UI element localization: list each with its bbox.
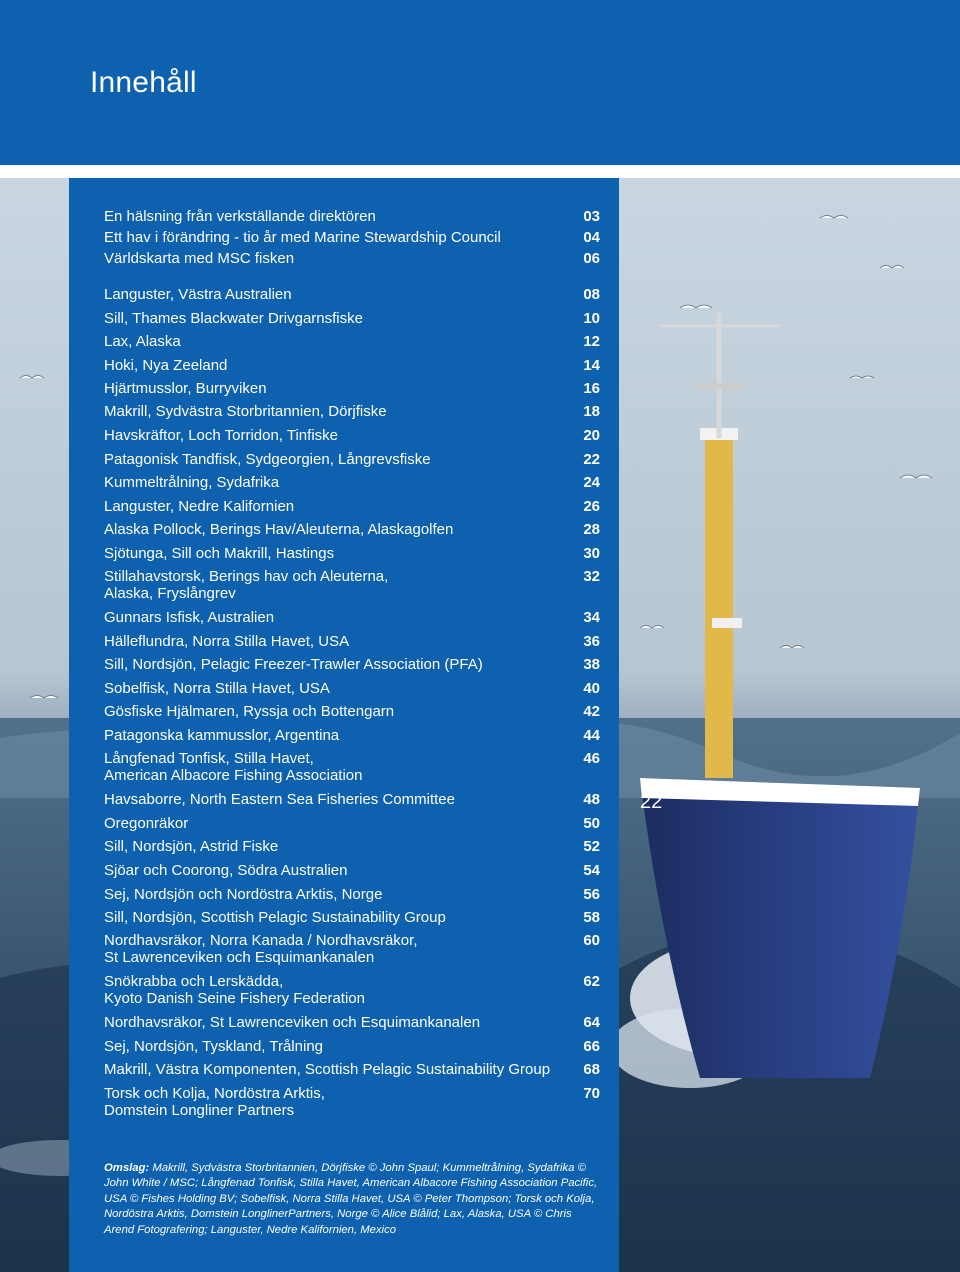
toc-title: Nordhavsräkor, Norra Kanada / Nordhavsräkor, — [104, 932, 418, 949]
toc-title: Sjötunga, Sill och Makrill, Hastings — [104, 545, 335, 562]
toc-title: Sobelfisk, Norra Stilla Havet, USA — [104, 680, 330, 697]
toc-page: 14 — [583, 357, 600, 374]
toc-row[interactable] — [104, 791, 600, 808]
toc-title: Snökrabba och Lerskädda, — [104, 973, 284, 990]
toc-title: Torsk och Kolja, Nordöstra Arktis, — [104, 1085, 325, 1102]
toc-row[interactable] — [104, 703, 600, 720]
toc-page: 62 — [583, 973, 600, 990]
toc-row[interactable] — [104, 680, 600, 697]
toc-row[interactable] — [104, 310, 600, 327]
toc-page: 03 — [583, 208, 600, 225]
toc-page: 36 — [583, 633, 600, 650]
toc-page: 10 — [583, 310, 600, 327]
toc-row[interactable] — [104, 229, 600, 246]
toc-row[interactable] — [104, 208, 600, 225]
photo-credits — [104, 1161, 604, 1238]
toc-title: Patagonisk Tandfisk, Sydgeorgien, Långrevsfiske — [104, 451, 431, 468]
toc-row[interactable] — [104, 815, 600, 832]
toc-row[interactable] — [104, 250, 600, 267]
toc-title: Stillahavstorsk, Berings hav och Aleuterna, — [104, 568, 389, 585]
toc-row[interactable] — [104, 633, 600, 650]
toc-page: 22 — [583, 451, 600, 468]
toc-title: Långfenad Tonfisk, Stilla Havet, — [104, 750, 314, 767]
toc-row[interactable] — [104, 521, 600, 538]
toc-row[interactable] — [104, 427, 600, 444]
toc-row[interactable] — [104, 333, 600, 350]
toc-title: Havsaborre, North Eastern Sea Fisheries Committee — [104, 791, 455, 808]
toc-title: Alaska Pollock, Berings Hav/Aleuterna, Alaskagolfen — [104, 521, 454, 538]
toc-page: 50 — [583, 815, 600, 832]
toc-page: 16 — [583, 380, 600, 397]
toc-row[interactable] — [104, 932, 600, 966]
toc-row[interactable] — [104, 286, 600, 303]
toc-title-continued: American Albacore Fishing Association — [104, 767, 363, 784]
toc-title: Sill, Thames Blackwater Drivgarnsfiske — [104, 310, 363, 327]
credits-label: Omslag: — [104, 1162, 150, 1174]
toc-row[interactable] — [104, 451, 600, 468]
toc-title: Sej, Nordsjön och Nordöstra Arktis, Norge — [104, 886, 383, 903]
toc-title: Gunnars Isfisk, Australien — [104, 609, 275, 626]
toc-page: 12 — [583, 333, 600, 350]
toc-title: Hoki, Nya Zeeland — [104, 357, 228, 374]
toc-title: Lax, Alaska — [104, 333, 181, 350]
toc-page: 30 — [583, 545, 600, 562]
toc-row[interactable] — [104, 656, 600, 673]
toc-page: 26 — [583, 498, 600, 515]
toc-title: En hälsning från verkställande direktören — [104, 208, 376, 225]
toc-title: Sill, Nordsjön, Astrid Fiske — [104, 838, 279, 855]
toc-page: 32 — [583, 568, 600, 585]
toc-title-continued: St Lawrenceviken och Esquimankanalen — [104, 949, 375, 966]
toc-row[interactable] — [104, 862, 600, 879]
toc-title: Nordhavsräkor, St Lawrenceviken och Esquimankanalen — [104, 1014, 481, 1031]
toc-page: 52 — [583, 838, 600, 855]
toc-row[interactable] — [104, 750, 600, 784]
toc-row[interactable] — [104, 973, 600, 1007]
page-title: Innehåll — [90, 66, 197, 99]
toc-page: 54 — [583, 862, 600, 879]
credits-text: Makrill, Sydvästra Storbritannien, Dörjfiske © John Spaul; Kummeltrålning, Sydafrika © John White / MSC; Långfenad Tonfisk, Stilla Havet, American Albacore Fishing Association Pacific, USA © Fishes Holding BV; Sobelfisk, Norra Stilla Havet, USA © Peter Thompson; Torsk och Kolja, Nordöstra Arktis, Domstein LonglinerPartners, Norge © Alice Blålid; Lax, Alaska, USA © Chris Arend Fotografering; Languster, Nedre Kalifornien, Mexico — [104, 1162, 598, 1236]
toc-title-continued: Domstein Longliner Partners — [104, 1102, 295, 1119]
toc-page: 56 — [583, 886, 600, 903]
toc-row[interactable] — [104, 380, 600, 397]
toc-row[interactable] — [104, 909, 600, 926]
toc-page: 46 — [583, 750, 600, 767]
toc-row[interactable] — [104, 545, 600, 562]
toc-title: Världskarta med MSC fisken — [104, 250, 295, 267]
toc-title: Gösfiske Hjälmaren, Ryssja och Bottengarn — [104, 703, 395, 720]
toc-title: Havskräftor, Loch Torridon, Tinfiske — [104, 427, 338, 444]
toc-title: Hälleflundra, Norra Stilla Havet, USA — [104, 633, 350, 650]
toc-title-continued: Kyoto Danish Seine Fishery Federation — [104, 990, 365, 1007]
toc-title: Makrill, Västra Komponenten, Scottish Pelagic Sustainability Group — [104, 1061, 551, 1078]
toc-row[interactable] — [104, 886, 600, 903]
toc-title: Makrill, Sydvästra Storbritannien, Dörjfiske — [104, 403, 387, 420]
toc-title: Languster, Nedre Kalifornien — [104, 498, 295, 515]
toc-row[interactable] — [104, 1085, 600, 1119]
toc-page: 06 — [583, 250, 600, 267]
toc-title: Patagonska kammusslor, Argentina — [104, 727, 340, 744]
toc-page: 64 — [583, 1014, 600, 1031]
toc-row[interactable] — [104, 1038, 600, 1055]
toc-page: 42 — [583, 703, 600, 720]
toc-title: Sill, Nordsjön, Scottish Pelagic Sustainability Group — [104, 909, 446, 926]
toc-title: Hjärtmusslor, Burryviken — [104, 380, 267, 397]
toc-page: 20 — [583, 427, 600, 444]
toc-title-continued: Alaska, Fryslångrev — [104, 585, 236, 602]
toc-row[interactable] — [104, 498, 600, 515]
toc-page: 68 — [583, 1061, 600, 1078]
toc-title: Sej, Nordsjön, Tyskland, Trålning — [104, 1038, 324, 1055]
toc-row[interactable] — [104, 838, 600, 855]
toc-page: 70 — [583, 1085, 600, 1102]
toc-title: Kummeltrålning, Sydafrika — [104, 474, 280, 491]
toc-row[interactable] — [104, 403, 600, 420]
toc-page: 66 — [583, 1038, 600, 1055]
toc-row[interactable] — [104, 1061, 600, 1078]
toc-page: 48 — [583, 791, 600, 808]
header-band — [0, 0, 960, 165]
toc-page: 44 — [583, 727, 600, 744]
toc-row[interactable] — [104, 357, 600, 374]
toc-page: 18 — [583, 403, 600, 420]
toc-page: 40 — [583, 680, 600, 697]
toc-page: 08 — [583, 286, 600, 303]
toc-title: Sill, Nordsjön, Pelagic Freezer-Trawler Association (PFA) — [104, 656, 483, 673]
toc-row[interactable] — [104, 568, 600, 602]
toc-title: Oregonräkor — [104, 815, 189, 832]
toc-page: 28 — [583, 521, 600, 538]
toc-page: 58 — [583, 909, 600, 926]
toc-page: 60 — [583, 932, 600, 949]
toc-row[interactable] — [104, 727, 600, 744]
toc-row[interactable] — [104, 1014, 600, 1031]
toc-page: 38 — [583, 656, 600, 673]
hull-number: 22 — [640, 791, 663, 813]
toc-page: 34 — [583, 609, 600, 626]
toc-page: 04 — [583, 229, 600, 246]
toc-page: 24 — [583, 474, 600, 491]
toc-row[interactable] — [104, 474, 600, 491]
toc-title: Languster, Västra Australien — [104, 286, 292, 303]
toc-title: Ett hav i förändring - tio år med Marine Stewardship Council — [104, 229, 501, 246]
toc-title: Sjöar och Coorong, Södra Australien — [104, 862, 348, 879]
toc-row[interactable] — [104, 609, 600, 626]
